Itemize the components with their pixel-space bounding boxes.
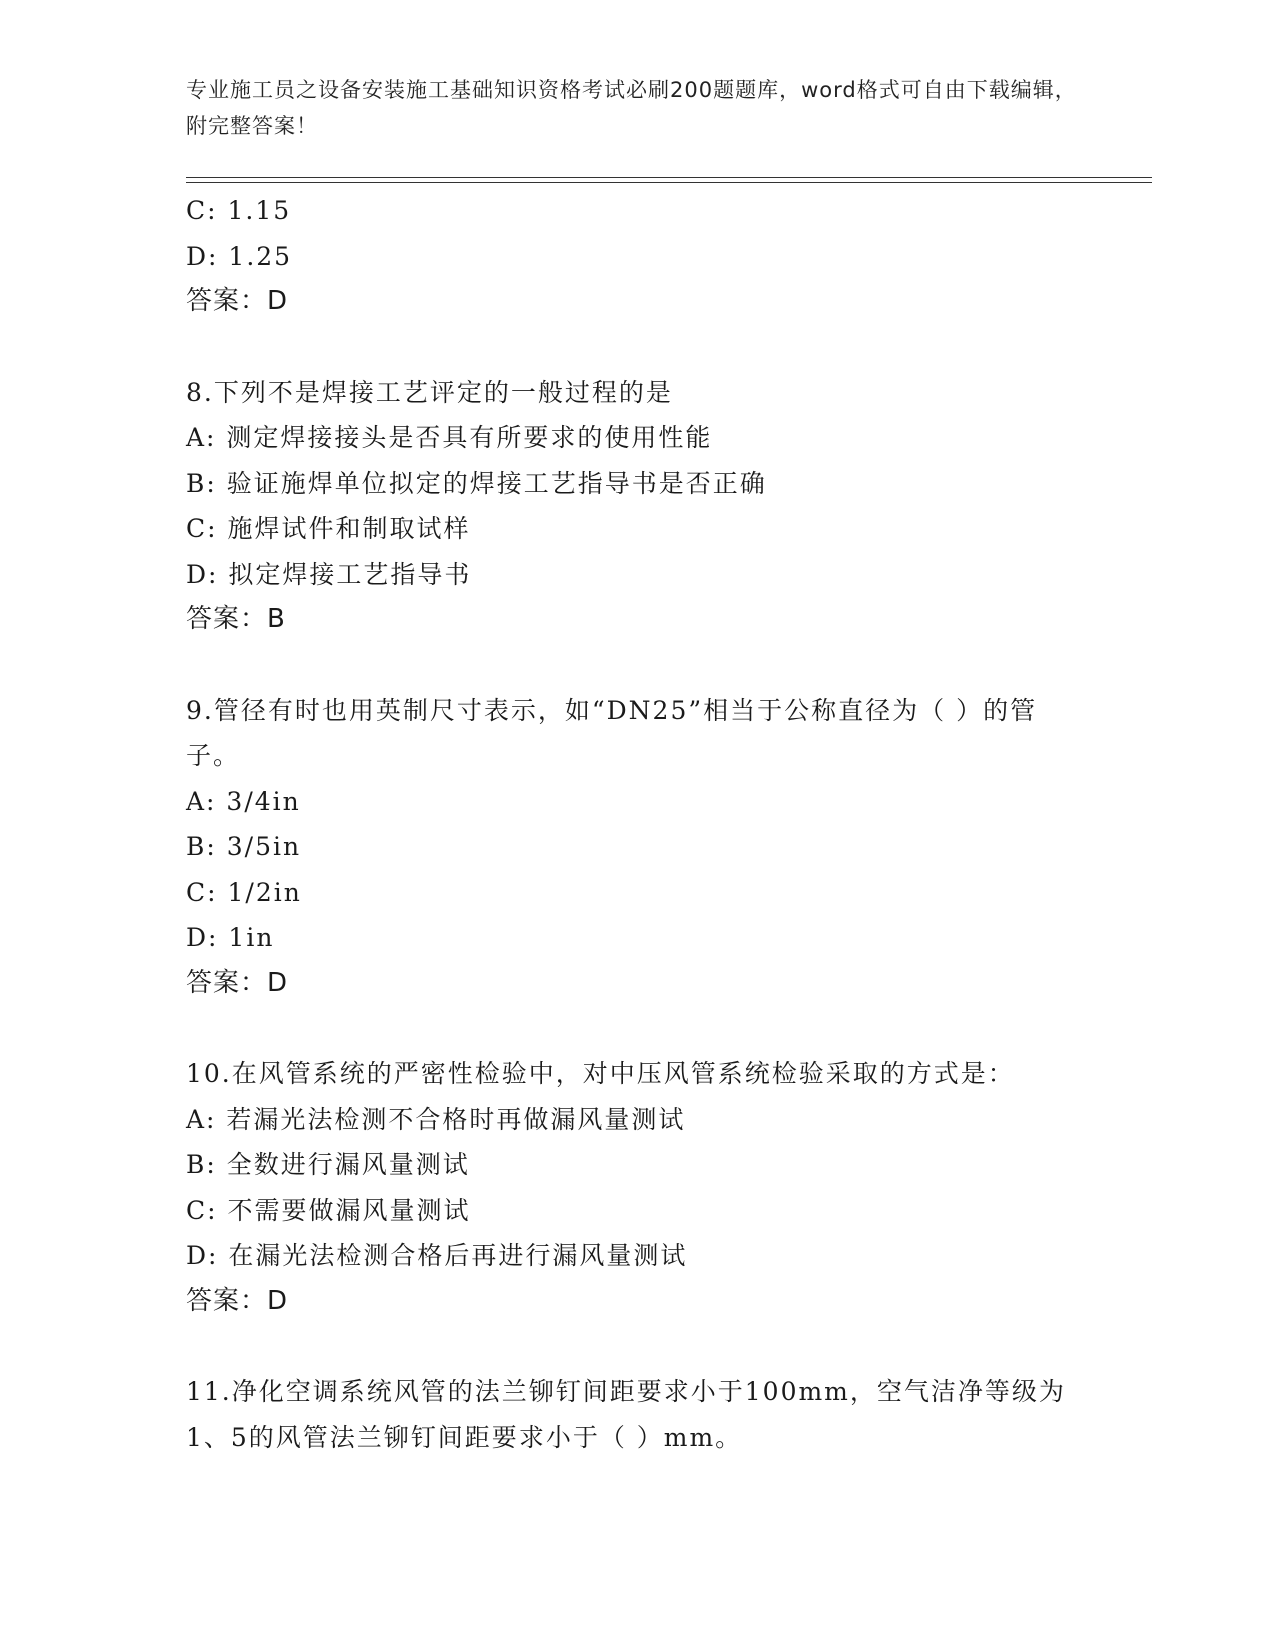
question-stem: 8.下列不是焊接工艺评定的一般过程的是 <box>186 377 673 407</box>
header-rule-bottom <box>186 182 1152 183</box>
question-8 <box>186 370 1086 643</box>
spacer <box>186 325 1086 370</box>
option-c: C: 不需要做漏风量测试 <box>186 1195 471 1225</box>
option-c: C: 1.15 <box>186 196 292 225</box>
option-b: B: 3/5in <box>186 832 302 861</box>
spacer <box>186 643 1086 688</box>
option-a: A: 若漏光法检测不合格时再做漏风量测试 <box>186 1104 686 1134</box>
option-b: B: 验证施焊单位拟定的焊接工艺指导书是否正确 <box>186 468 767 498</box>
answer-line: 答案：D <box>186 286 289 316</box>
spacer <box>186 1324 1086 1369</box>
option-c: C: 1/2in <box>186 877 302 907</box>
document-header: 专业施工员之设备安装施工基础知识资格考试必刷200题题库，word格式可自由下载编辑，附完整答案！ <box>186 78 1077 138</box>
prev-question-block <box>186 188 1086 325</box>
question-9 <box>186 688 1086 1007</box>
question-11 <box>186 1369 1086 1460</box>
question-stem: 10.在风管系统的严密性检验中，对中压风管系统检验采取的方式是： <box>186 1059 1015 1088</box>
option-c: C: 施焊试件和制取试样 <box>186 514 471 543</box>
question-stem: 11.净化空调系统风管的法兰铆钉间距要求小于100mm，空气洁净等级为1、5的风管法兰铆钉间距要求小于（ ）mm。 <box>186 1377 1066 1452</box>
option-d: D: 1in <box>186 923 275 952</box>
header-rule-top <box>186 177 1152 178</box>
question-10 <box>186 1051 1086 1324</box>
question-stem: 9.管径有时也用英制尺寸表示，如“DN25”相当于公称直径为（ ）的管子。 <box>186 695 1038 770</box>
answer-line: 答案：B <box>186 604 286 634</box>
answer-line: 答案：D <box>186 967 289 998</box>
question-list <box>186 188 1086 1460</box>
option-d: D: 在漏光法检测合格后再进行漏风量测试 <box>186 1241 688 1270</box>
answer-line: 答案：D <box>186 1285 289 1316</box>
option-a: A: 测定焊接接头是否具有所要求的使用性能 <box>186 423 713 452</box>
spacer <box>186 1006 1086 1051</box>
option-d: D: 1.25 <box>186 241 293 271</box>
option-a: A: 3/4in <box>186 786 301 816</box>
option-b: B: 全数进行漏风量测试 <box>186 1150 470 1179</box>
option-d: D: 拟定焊接工艺指导书 <box>186 559 472 589</box>
